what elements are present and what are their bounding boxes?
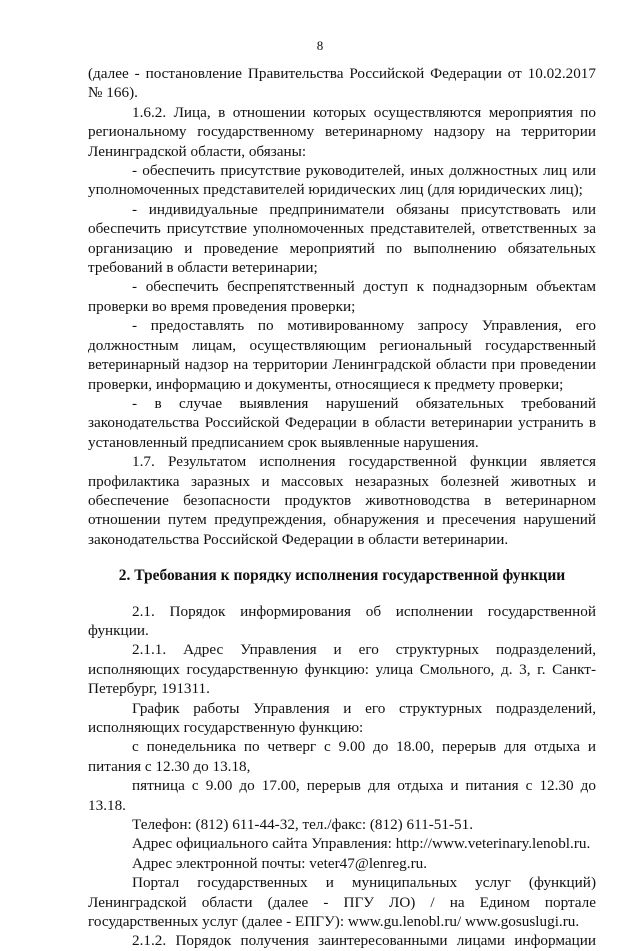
paragraph-phone: Телефон: (812) 611-44-32, тел./факс: (812) 611-51-51. — [132, 816, 474, 834]
page-number: 8 — [316, 38, 324, 53]
paragraph-email: Адрес электронной почты: veter47@lenreg.ru. — [132, 854, 428, 872]
list-item-obligation: - в случае выявления нарушений обязательных требований законодательства Российской Федерации в области ветеринарии устранить в установленный предписанием срок выявленные нарушения. — [88, 394, 596, 451]
paragraph-1-7: 1.7. Результатом исполнения государственной функции является профилактика заразных и массовых незаразных болезней животных и обеспечение безопасности продуктов животноводства в ветеринарном отношении путем предупреждения, обнаружения и пресечения нарушений законодательства Российской Федерации в области ветеринарии. — [88, 453, 596, 548]
paragraph-schedule: График работы Управления и его структурных подразделений, исполняющих государственную функцию: — [88, 699, 596, 736]
paragraph-portal: Портал государственных и муниципальных услуг (функций) Ленинградской области (далее - ПГУ ЛО) / на Едином портале государственных услуг (далее - ЕПГУ): www.gu.lenobl.ru/ www.gosuslugi.ru. — [88, 874, 596, 931]
paragraph-schedule-friday: пятница с 9.00 до 17.00, перерыв для отдыха и питания с 12.30 до 13.18. — [88, 777, 596, 814]
document-body — [88, 64, 596, 951]
paragraph-1-6-2: 1.6.2. Лица, в отношении которых осуществляются мероприятия по региональному государственному ветеринарному надзору на территории Ленинградской области, обязаны: — [88, 103, 596, 160]
paragraph-schedule-weekdays: с понедельника по четверг с 9.00 до 18.00, перерыв для отдыха и питания с 12.30 до 13.18, — [88, 738, 596, 775]
list-item-obligation: - предоставлять по мотивированному запросу Управления, его должностным лицам, осуществляющим региональный государственный ветеринарный надзор на территории Ленинградской области при проведении проверки, информацию и документы, относящиеся к предмету проверки; — [88, 317, 596, 393]
list-item-obligation: - индивидуальные предприниматели обязаны присутствовать или обеспечить присутствие уполномоченных представителей, ответственных за организацию и проведение мероприятий по выполнению обязательных требований в области ветеринарии; — [88, 200, 596, 277]
list-item-obligation: - обеспечить присутствие руководителей, иных должностных лиц или уполномоченных представителей юридических лиц (для юридических лиц); — [88, 162, 596, 199]
paragraph-continuation: (далее - постановление Правительства Российской Федерации от 10.02.2017 № 166). — [88, 65, 596, 102]
paragraph-2-1-2: 2.1.2. Порядок получения заинтересованными лицами информации — [132, 932, 596, 950]
paragraph-2-1: 2.1. Порядок информирования об исполнении государственной функции. — [88, 602, 596, 639]
paragraph-website: Адрес официального сайта Управления: http://www.veterinary.lenobl.ru. — [132, 835, 591, 853]
paragraph-2-1-1: 2.1.1. Адрес Управления и его структурных подразделений, исполняющих государственную функцию: улица Смольного, д. 3, г. Санкт-Петербург, 191311. — [88, 641, 596, 698]
list-item-obligation: - обеспечить беспрепятственный доступ к поднадзорным объектам проверки во время проведения проверки; — [88, 278, 596, 315]
section-heading: 2. Требования к порядку исполнения государственной функции — [118, 567, 566, 585]
